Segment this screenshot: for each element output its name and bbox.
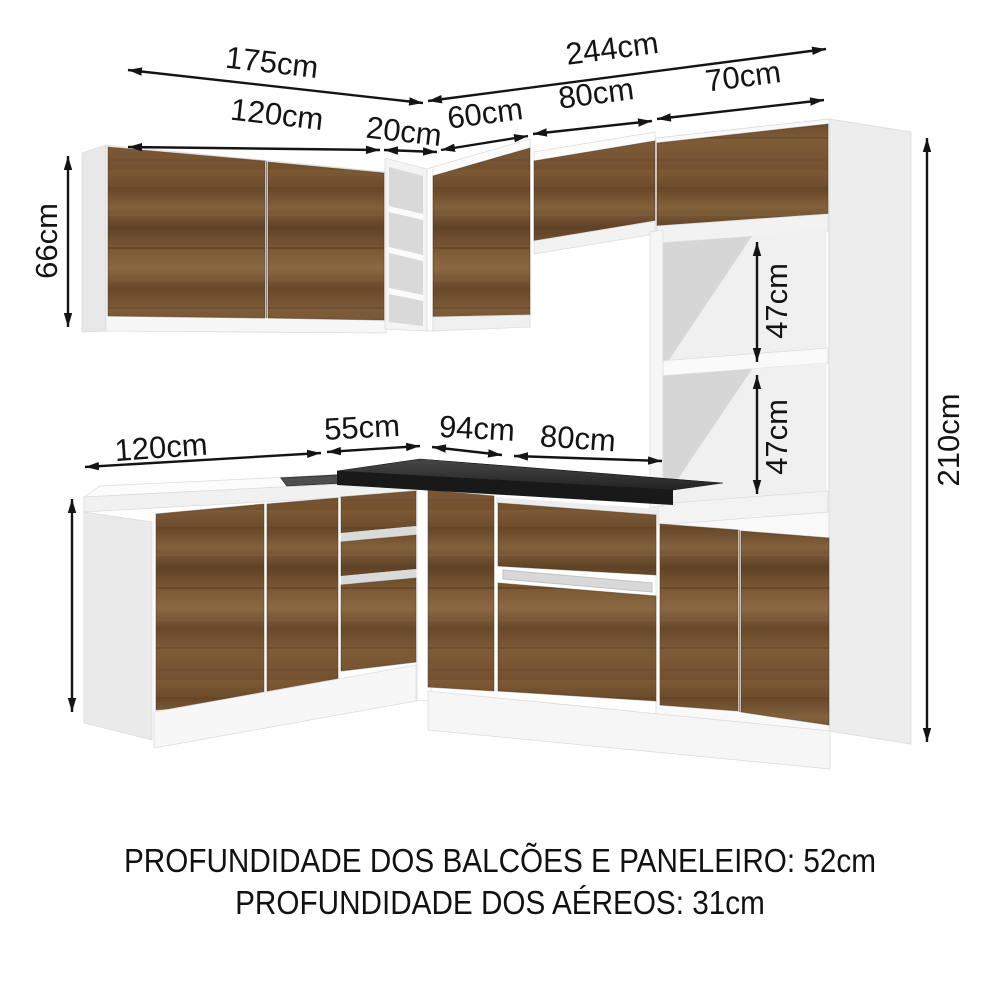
label-base-drawer-unit: 94cm — [438, 408, 516, 448]
wall-cabinet-left-door-left — [108, 147, 265, 318]
wall-cabinet-left-door-right — [268, 162, 384, 320]
dim-arrow-upper-middle-cabinet — [533, 121, 652, 134]
corner-cabinet-bottom — [433, 315, 530, 331]
label-upper-corner-cabinet: 60cm — [445, 91, 525, 136]
base-drawer-1 — [341, 491, 416, 533]
label-upper-middle-cabinet: 80cm — [556, 71, 636, 116]
label-base-right-cabinet: 80cm — [538, 418, 618, 459]
corner-cabinet-door — [433, 148, 530, 317]
tall-cabinet-base-door-right — [741, 531, 829, 725]
dim-arrow-base-drawer-unit — [432, 447, 502, 455]
dim-arrow-base-right-cabinet — [514, 456, 662, 461]
label-lower-niche: 47cm — [758, 399, 794, 475]
tall-cabinet-base-door-left — [660, 524, 738, 711]
base-cabinet-left — [84, 470, 436, 748]
footnote-depth-wall: PROFUNDIDADE DOS AÉREOS: 31cm — [235, 884, 765, 921]
wall-cabinet-corner — [427, 139, 530, 331]
label-upper-left-cabinet: 120cm — [228, 91, 326, 138]
base-left-door-left — [156, 504, 264, 710]
label-base-left-cabinet: 120cm — [113, 426, 209, 469]
wide-drawer-bottom — [498, 583, 656, 701]
base-drawer-3 — [341, 578, 416, 671]
label-upper-open-shelf: 20cm — [364, 109, 444, 154]
label-base-corner-section: 55cm — [323, 407, 401, 447]
wall-cabinet-left — [82, 145, 386, 333]
label-wall-cabinet-height: 66cm — [28, 203, 64, 279]
label-tall-cabinet-height: 210cm — [930, 393, 966, 487]
dim-arrow-upper-left-cabinet — [128, 147, 380, 150]
wall-cabinet-left-side-panel — [82, 145, 106, 332]
wall-cabinet-middle — [534, 132, 655, 254]
corner-cabinet-gap-strip — [427, 167, 433, 331]
footnote-depth-base: PROFUNDIDADE DOS BALCÕES E PANELEIRO: 52cm — [123, 842, 877, 879]
label-right-run-total: 244cm — [563, 24, 661, 72]
label-upper-niche: 47cm — [758, 263, 794, 339]
base-left-door-right — [267, 498, 338, 701]
label-tall-cabinet-top-door: 70cm — [703, 54, 783, 99]
label-left-run-total: 175cm — [223, 39, 321, 86]
base-corner-door — [428, 490, 494, 691]
tall-cabinet-side-panel — [829, 119, 911, 744]
base-left-side-panel — [84, 512, 152, 740]
base-drawer-2 — [341, 535, 416, 576]
wall-open-shelf-unit — [385, 158, 427, 331]
dim-arrow-base-corner-section — [327, 446, 420, 452]
wide-drawer-top — [498, 503, 656, 575]
dim-arrow-tall-cabinet-top-door — [657, 100, 824, 119]
middle-cabinet-support-panel — [650, 230, 663, 508]
open-shelf-recess — [389, 167, 423, 326]
